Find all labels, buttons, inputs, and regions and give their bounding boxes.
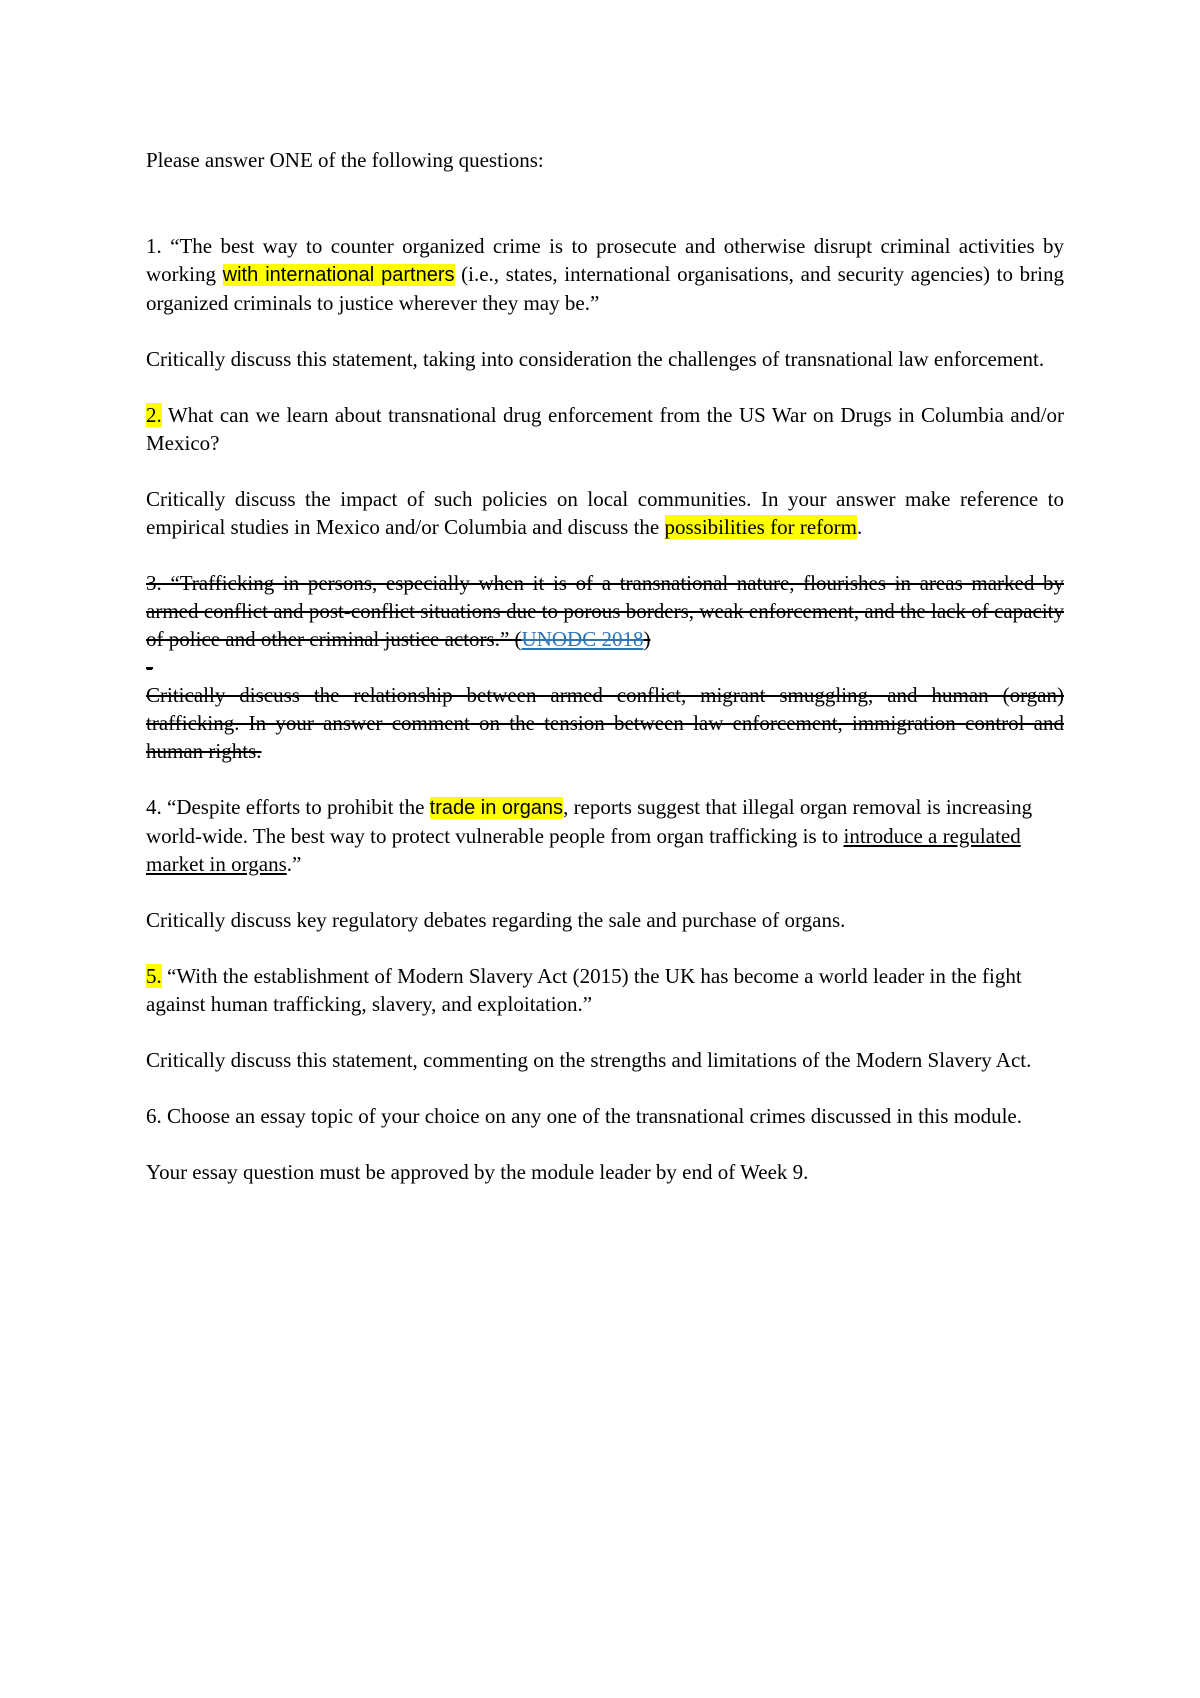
question-4-highlight: trade in organs xyxy=(429,797,564,819)
question-5 xyxy=(146,962,1064,1018)
question-1-highlight: with international partners xyxy=(222,264,455,286)
question-3-task: Critically discuss the relationship between armed conflict, migrant smuggling, and human (organ) trafficking. In your answer comment on the tension between law enforcement, immigration control and human rights. xyxy=(146,683,1064,763)
instructions: Please answer ONE of the following questions: xyxy=(146,148,544,172)
question-2-task xyxy=(146,485,1064,541)
question-1-text: 1. “The best way to counter organized crime is to prosecute and otherwise disrupt criminal activities by working xyxy=(146,234,1064,286)
question-5-text: “With the establishment of Modern Slavery Act (2015) the UK has become a world leader in the fight against human trafficking, slavery, and exploitation.” xyxy=(146,964,1022,1016)
question-2-text: What can we learn about transnational drug enforcement from the US War on Drugs in Columbia and/or Mexico? xyxy=(146,403,1064,455)
document-page xyxy=(146,146,1064,1214)
question-5-number: 5. xyxy=(146,964,162,988)
question-2-number: 2. xyxy=(146,403,162,427)
question-3-text-end: ) xyxy=(643,627,651,651)
question-2-task-highlight: possibilities for reform xyxy=(664,515,857,539)
question-1 xyxy=(146,232,1064,317)
question-4-text: 4. “Despite efforts to prohibit the xyxy=(146,795,430,819)
question-4-text-mid: , reports suggest that illegal organ removal is increasing world-wide. The best way to protect vulnerable people from organ trafficking is to xyxy=(146,795,1033,848)
question-4-underline: introduce a regulated market in organs xyxy=(146,824,1021,876)
question-4-task: Critically discuss key regulatory debates regarding the sale and purchase of organs. xyxy=(146,908,846,932)
approval-note: Your essay question must be approved by the module leader by end of Week 9. xyxy=(146,1160,809,1184)
question-5-task: Critically discuss this statement, commenting on the strengths and limitations of the Modern Slavery Act. xyxy=(146,1048,1032,1072)
question-6: 6. Choose an essay topic of your choice on any one of the transnational crimes discussed in this module. xyxy=(146,1104,1022,1128)
question-3-dash: - xyxy=(146,655,153,679)
question-3 xyxy=(146,569,1064,653)
question-2 xyxy=(146,401,1064,457)
question-3-text: 3. “Trafficking in persons, especially when it is of a transnational nature, flourishes in areas marked by armed conflict and post-conflict situations due to porous borders, weak enforcement, and the lack of capacity of police and other criminal justice actors.” ( xyxy=(146,571,1064,651)
question-2-task-text: Critically discuss the impact of such policies on local communities. In your answer make reference to empirical studies in Mexico and/or Columbia and discuss the xyxy=(146,487,1064,539)
question-4-text-end: .” xyxy=(286,852,302,876)
question-1-task: Critically discuss this statement, taking into consideration the challenges of transnational law enforcement. xyxy=(146,347,1045,371)
question-4 xyxy=(146,793,1064,878)
question-2-task-end: . xyxy=(856,515,863,539)
unodc-link[interactable]: UNODC 2018 xyxy=(521,627,644,651)
question-1-text-end: (i.e., states, international organisations, and security agencies) to bring organized criminals to justice wherever they may be.” xyxy=(146,262,1064,315)
